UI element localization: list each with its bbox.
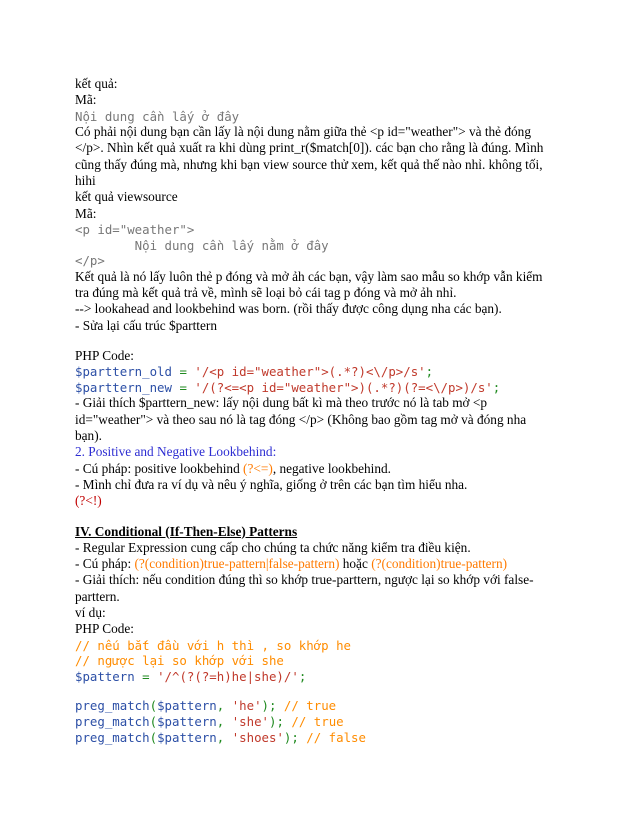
code-operator: , xyxy=(216,713,232,729)
text-line: </p>. Nhìn kết quả xuất ra khi dùng print_r($match[0]). các bạn cho rằng là đúng. Mình xyxy=(75,140,544,156)
document-page xyxy=(75,76,565,745)
spacer xyxy=(75,510,565,524)
code-line xyxy=(75,380,565,396)
code-operator: ; xyxy=(425,364,434,380)
code-variable: $pattern xyxy=(157,698,217,714)
code-comment: // true xyxy=(283,698,337,714)
spacer xyxy=(75,684,565,698)
text-line: parttern. xyxy=(75,588,120,604)
text-line: - Sửa lại cấu trúc $parttern xyxy=(75,317,217,333)
text-line: - Regular Expression cung cấp cho chúng ta chức năng kiểm tra điều kiện. xyxy=(75,539,471,555)
code-variable: $parttern_new xyxy=(75,379,172,395)
code-variable: $pattern xyxy=(157,729,217,745)
code-label: Mã: xyxy=(75,92,97,108)
code-label: PHP Code: xyxy=(75,347,134,363)
code-operator: ; xyxy=(298,668,307,684)
code-line xyxy=(75,669,565,685)
text-line xyxy=(75,461,565,477)
code-operator: , xyxy=(216,698,232,714)
code-function: preg_match xyxy=(75,713,150,729)
code-line: </p> xyxy=(75,253,105,269)
text-line: id="weather"> và theo sau nó là tag đóng </p> (Không bao gồm tag mở và đóng nha xyxy=(75,411,527,427)
text-line: - Giải thích $parttern_new: lấy nội dung bất kì mà theo trước nó là tab mở <p xyxy=(75,395,488,411)
code-operator: ( xyxy=(149,698,158,714)
text-span: , negative lookbehind. xyxy=(272,460,391,476)
code-comment: // ngược lại so khớp với she xyxy=(75,653,284,669)
text-span: - Cú pháp: positive lookbehind xyxy=(75,460,244,476)
code-string: 'she' xyxy=(231,713,269,729)
text-span: hoặc xyxy=(339,556,372,572)
text-line: ví dụ: xyxy=(75,604,106,620)
text-line: kết quả: xyxy=(75,76,118,91)
syntax-highlight: (?<=) xyxy=(243,460,273,476)
code-line xyxy=(75,364,565,380)
code-function: preg_match xyxy=(75,698,150,714)
syntax-highlight: (?(condition)true-pattern) xyxy=(371,556,508,572)
text-line: - Mình chỉ đưa ra ví dụ và nêu ý nghĩa, giống ở trên các bạn tìm hiểu nha. xyxy=(75,476,468,492)
text-line: - Giải thích: nếu condition đúng thì so khớp true-parttern, ngược lại so khớp với false- xyxy=(75,572,534,588)
syntax-highlight: (?<!) xyxy=(75,493,102,509)
code-operator: = xyxy=(171,364,195,380)
code-operator: ( xyxy=(149,713,158,729)
text-line: cũng thấy đúng mà, nhưng khi bạn view source thử xem, kết quả thế nào nhỉ. không tối, xyxy=(75,156,543,172)
code-function: preg_match xyxy=(75,729,150,745)
code-comment: // false xyxy=(306,729,366,745)
code-variable: $parttern_old xyxy=(75,364,172,380)
text-line: bạn). xyxy=(75,428,102,444)
code-line: Nội dung cần lấy ở đây xyxy=(75,108,240,124)
code-operator: ( xyxy=(149,729,158,745)
code-line xyxy=(75,714,565,730)
code-line: Nội dung cần lấy nằm ở đây xyxy=(75,237,329,253)
code-string: '/^(?(?=h)he|she)/' xyxy=(157,668,299,684)
code-variable: $pattern xyxy=(75,668,135,684)
code-string: 'shoes' xyxy=(231,729,284,745)
text-line: kết quả viewsource xyxy=(75,189,178,205)
section-heading: IV. Conditional (If-Then-Else) Patterns xyxy=(75,523,298,539)
code-label: PHP Code: xyxy=(75,621,134,637)
code-label: Mã: xyxy=(75,205,97,221)
code-operator: ); xyxy=(261,698,284,714)
code-string: '/(?<=<p id="weather">)(.*?)(?=<\/p>)/s' xyxy=(194,379,493,395)
code-comment: // nếu bắt đầu với h thì , so khớp he xyxy=(75,637,352,653)
code-variable: $pattern xyxy=(157,713,217,729)
code-operator: = xyxy=(171,379,195,395)
code-operator: ); xyxy=(283,729,307,745)
text-line: tra đúng mà kết quả trả về, mình sẽ loại bỏ cái tag p đóng và mở ảh nhỉ. xyxy=(75,285,457,301)
text-line: Có phải nội dung bạn cần lấy là nội dung nằm giữa thẻ <p id="weather"> và thẻ đóng xyxy=(75,124,531,140)
code-operator: ; xyxy=(492,379,501,395)
code-line: <p id="weather"> xyxy=(75,221,195,237)
code-string: '/<p id="weather">(.*?)<\/p>/s' xyxy=(194,364,426,380)
text-span: - Cú pháp: xyxy=(75,556,135,572)
section-subheading: 2. Positive and Negative Lookbehind: xyxy=(75,444,277,460)
text-line: Kết quả là nó lấy luôn thẻ p đóng và mở ảh các bạn, vậy làm sao mẫu so khớp vẫn kiểm xyxy=(75,268,543,284)
code-comment: // true xyxy=(291,713,344,729)
syntax-highlight: (?(condition)true-pattern|false-pattern) xyxy=(134,556,340,572)
code-line xyxy=(75,698,565,714)
text-line: --> lookahead and lookbehind was born. (rồi thấy được công dụng nha các bạn). xyxy=(75,301,502,317)
code-operator: = xyxy=(134,668,158,684)
code-string: 'he' xyxy=(231,698,262,714)
code-operator: , xyxy=(216,729,232,745)
spacer xyxy=(75,334,565,348)
code-line xyxy=(75,730,565,746)
text-line: hihi xyxy=(75,173,96,189)
text-line xyxy=(75,556,565,572)
code-operator: ); xyxy=(269,713,292,729)
